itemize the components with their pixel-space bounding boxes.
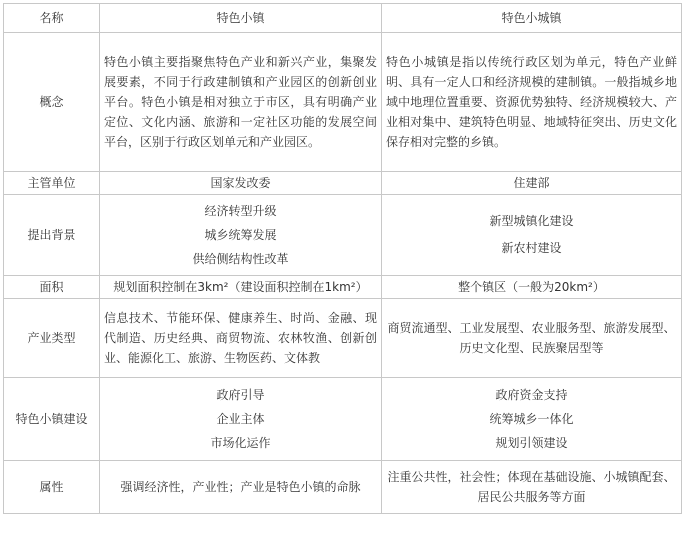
industry-row bbox=[4, 299, 682, 378]
construction-city-cell bbox=[382, 378, 682, 461]
background-city-item: 新型城镇化建设 bbox=[489, 214, 574, 228]
industry-town-cell: 信息技术、节能环保、健康养生、时尚、金融、现代制造、历史经典、商贸物流、农林牧渔、创新创业、能源化工、旅游、生物医药、文体教 bbox=[100, 299, 382, 378]
attribute-city-cell: 注重公共性，社会性；体现在基础设施、小城镇配套、居民公共服务等方面 bbox=[382, 461, 682, 514]
header-name-cell: 名称 bbox=[4, 4, 100, 33]
construction-town-item: 企业主体 bbox=[216, 412, 265, 426]
area-town-cell: 规划面积控制在3km²（建设面积控制在1km²） bbox=[100, 276, 382, 299]
construction-town-item: 政府引导 bbox=[216, 388, 265, 402]
background-row bbox=[4, 195, 682, 276]
background-city-item: 新农村建设 bbox=[501, 241, 562, 255]
area-city-cell: 整个镇区（一般为20km²） bbox=[382, 276, 682, 299]
department-city-cell: 住建部 bbox=[382, 172, 682, 195]
concept-row bbox=[4, 33, 682, 172]
construction-city-item: 政府资金支持 bbox=[495, 388, 568, 402]
attribute-label: 属性 bbox=[4, 461, 100, 514]
comparison-table bbox=[3, 3, 682, 514]
background-town-cell bbox=[100, 195, 382, 276]
area-row bbox=[4, 276, 682, 299]
department-label: 主管单位 bbox=[4, 172, 100, 195]
attribute-town-cell: 强调经济性，产业性；产业是特色小镇的命脉 bbox=[100, 461, 382, 514]
construction-town-item: 市场化运作 bbox=[210, 436, 271, 450]
background-town-item: 城乡统筹发展 bbox=[204, 228, 277, 242]
header-row bbox=[4, 4, 682, 33]
construction-town-cell bbox=[100, 378, 382, 461]
construction-city-item: 统筹城乡一体化 bbox=[489, 412, 574, 426]
department-row bbox=[4, 172, 682, 195]
concept-town-cell: 特色小镇主要指聚焦特色产业和新兴产业，集聚发展要素，不同于行政建制镇和产业园区的创新创业平台。特色小镇是相对独立于市区，具有明确产业定位、文化内涵、旅游和一定社区功能的发展空间平台，区别于行政区划单元和产业园区。 bbox=[100, 33, 382, 172]
header-city-cell: 特色小城镇 bbox=[382, 4, 682, 33]
background-town-item: 经济转型升级 bbox=[204, 204, 277, 218]
industry-city-cell: 商贸流通型、工业发展型、农业服务型、旅游发展型、历史文化型、民族聚居型等 bbox=[382, 299, 682, 378]
background-town-item: 供给侧结构性改革 bbox=[192, 252, 289, 266]
background-city-cell bbox=[382, 195, 682, 276]
background-label: 提出背景 bbox=[4, 195, 100, 276]
industry-label: 产业类型 bbox=[4, 299, 100, 378]
construction-city-item: 规划引领建设 bbox=[495, 436, 568, 450]
construction-label: 特色小镇建设 bbox=[4, 378, 100, 461]
concept-city-cell: 特色小城镇是指以传统行政区划为单元，特色产业鲜明、具有一定人口和经济规模的建制镇。一般指城乡地域中地理位置重要、资源优势独特、经济规模较大、产业相对集中、建筑特色明显、地域特征突出、历史文化保存相对完整的乡镇。 bbox=[382, 33, 682, 172]
concept-label: 概念 bbox=[4, 33, 100, 172]
construction-row bbox=[4, 378, 682, 461]
header-town-cell: 特色小镇 bbox=[100, 4, 382, 33]
area-label: 面积 bbox=[4, 276, 100, 299]
attribute-row bbox=[4, 461, 682, 514]
department-town-cell: 国家发改委 bbox=[100, 172, 382, 195]
